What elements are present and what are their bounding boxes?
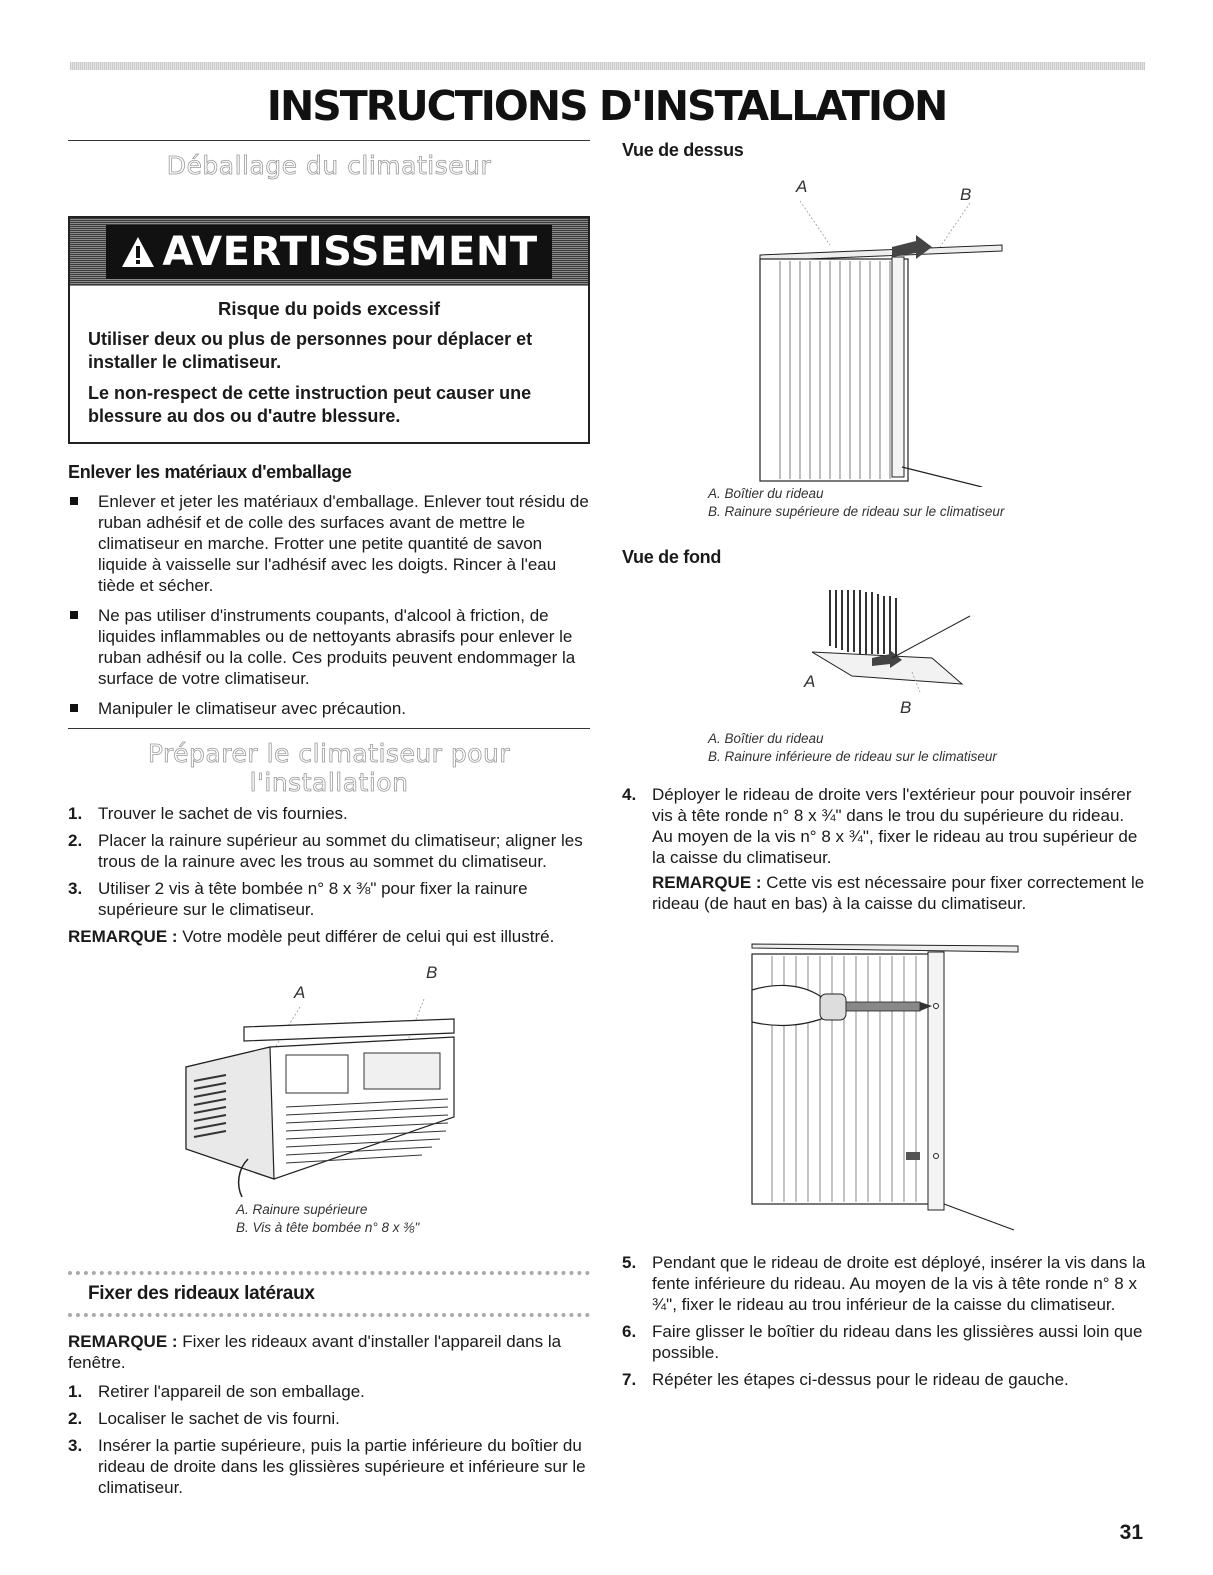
left-column [68, 140, 590, 1504]
step-text: Faire glisser le boîtier du rideau dans les glissières aussi loin que possible. [652, 1322, 1143, 1362]
list-item [68, 605, 590, 689]
warning-triangle-icon [120, 235, 156, 269]
step-number: 4. [622, 785, 637, 804]
step-number: 6. [622, 1322, 637, 1341]
step-number: 2. [68, 1409, 83, 1428]
list-item [622, 1369, 1146, 1390]
figure-label-a: A [294, 983, 306, 1002]
step-number: 1. [68, 1382, 83, 1401]
warning-subtitle: Risque du poids excessif [217, 298, 441, 319]
warning-body [70, 286, 588, 442]
square-bullet-icon [70, 704, 78, 712]
section-title-curtains: Fixer des rideaux latéraux [88, 1283, 315, 1304]
figure-caption: B. Rainure inférieure de rideau sur le climatiseur [708, 749, 997, 764]
warning-box [68, 216, 590, 444]
step-text: Placer la rainure supérieur au sommet du climatiseur; aligner les trous de la rainure avec les trous au sommet du climatiseur. [98, 831, 583, 871]
bottom-view-figure [622, 578, 1146, 726]
prepare-remark [68, 926, 590, 947]
figure-label-b: B [426, 963, 438, 982]
bottom-view-heading: Vue de fond [622, 547, 722, 567]
dotted-divider [68, 1313, 590, 1317]
page-number: 31 [1119, 1521, 1143, 1544]
list-item [68, 1408, 590, 1429]
ac-unit-figure [68, 959, 590, 1201]
curtain-step-list [68, 1381, 590, 1498]
step-number: 5. [622, 1253, 637, 1272]
list-item [68, 698, 590, 719]
figure-caption: A. Rainure supérieure [236, 1202, 368, 1217]
top-view-heading: Vue de dessus [622, 140, 744, 160]
remark-label: REMARQUE : [68, 927, 178, 946]
remark-text: Fixer les rideaux avant d'installer l'appareil dans la fenêtre. [68, 1332, 562, 1372]
square-bullet-icon [70, 611, 78, 619]
step-text: Retirer l'appareil de son emballage. [98, 1382, 365, 1401]
list-item [622, 784, 1146, 868]
figure-caption: B. Rainure supérieure de rideau sur le climatiseur [708, 504, 1005, 519]
step-number: 3. [68, 1436, 83, 1455]
ac-unit-illustration [178, 999, 478, 1199]
step-text: Localiser le sachet de vis fourni. [98, 1409, 340, 1428]
page-title: INSTRUCTIONS D'INSTALLATION [266, 82, 947, 130]
list-item [68, 1435, 590, 1498]
step4-remark [652, 872, 1146, 914]
list-item-text: Manipuler le climatiseur avec précaution. [98, 699, 407, 718]
step-text: Déployer le rideau de droite vers l'extérieur pour pouvoir insérer vis à tête ronde n° 8 x ¾" dans le trou du supérieure du rideau. Au moyen de la vis n° 8 x ¾", fixer le rideau au trou supérieur de la caisse du climatiseur. [652, 785, 1138, 867]
step-text: Pendant que le rideau de droite est déployé, insérer la vis dans la fente inférieure du rideau. Au moyen de la vis à tête ronde n° 8 x ¾", fixer le rideau au trou inférieur de la caisse du climatiseur. [652, 1253, 1146, 1314]
figure-caption: A. Boîtier du rideau [708, 731, 824, 746]
list-item [68, 1381, 590, 1402]
remark-text: Cette vis est nécessaire pour fixer correctement le rideau (de haut en bas) à la caisse du climatiseur. [652, 873, 1145, 913]
list-item [68, 878, 590, 920]
warning-label [106, 225, 551, 279]
step-number: 1. [68, 804, 83, 823]
remark-text: Votre modèle peut différer de celui qui est illustré. [177, 927, 555, 946]
remark-label: REMARQUE : [68, 1332, 178, 1351]
list-item [68, 830, 590, 872]
curtain-bottom-illustration [812, 588, 972, 698]
dotted-divider [68, 1271, 590, 1275]
screw-install-figure [622, 928, 1146, 1238]
list-item-text: Enlever et jeter les matériaux d'emballage. Enlever tout résidu de ruban adhésif et de colle des surfaces avant de mettre le climatiseur en marche. Frotter une petite quantité de savon liquide à vaisselle sur l'adhésif avec les doigts. Rincer à l'eau tiède et sécher. [98, 492, 589, 595]
figure-label-a: A [804, 672, 816, 691]
section-rule [68, 728, 590, 729]
prepare-step-list [68, 803, 590, 920]
curtains-remark [68, 1331, 590, 1373]
figure-label-a: A [796, 177, 808, 196]
list-item [622, 1321, 1146, 1363]
section-rule [68, 140, 590, 141]
warning-line: Le non-respect de cette instruction peut causer une blessure au dos ou d'autre blessure. [88, 383, 532, 426]
step-text: Répéter les étapes ci-dessus pour le rideau de gauche. [652, 1370, 1069, 1389]
list-item [68, 803, 590, 824]
step-number: 7. [622, 1370, 637, 1389]
curtain-step-list-later [622, 1252, 1146, 1390]
list-item [68, 491, 590, 596]
curtain-step-list-right [622, 784, 1146, 868]
step-number: 3. [68, 879, 83, 898]
packaging-bullet-list [68, 491, 590, 719]
step-number: 2. [68, 831, 83, 850]
figure-label-b: B [960, 185, 972, 204]
right-column [622, 140, 1146, 1396]
warning-line: Utiliser deux ou plus de personnes pour déplacer et installer le climatiseur. [88, 329, 533, 372]
top-view-figure [622, 167, 1146, 485]
list-item [622, 1252, 1146, 1315]
figure-caption: A. Boîtier du rideau [708, 486, 824, 501]
remark-label: REMARQUE : [652, 873, 762, 892]
screw-install-illustration [732, 934, 1032, 1234]
figure-label-b: B [900, 698, 912, 717]
remove-packaging-heading: Enlever les matériaux d'emballage [68, 462, 352, 482]
step-text: Insérer la partie supérieure, puis la partie inférieure du boîtier du rideau de droite dans les glissières supérieure et inférieure sur le climatiseur. [98, 1436, 586, 1497]
square-bullet-icon [70, 497, 78, 505]
figure-caption: B. Vis à tête bombée n° 8 x ⅜" [236, 1220, 420, 1235]
curtain-top-illustration [742, 197, 1012, 487]
top-decorative-band [70, 62, 1145, 70]
warning-header [70, 218, 588, 286]
warning-label-text: AVERTISSEMENT [162, 229, 538, 275]
section-title-prepare: Préparer le climatiseur pour l'installation [147, 739, 511, 797]
section-title-unpack: Déballage du climatiseur [166, 151, 492, 180]
list-item-text: Ne pas utiliser d'instruments coupants, d'alcool à friction, de liquides inflammables ou de nettoyants abrasifs pour enlever le ruban adhésif ou la colle. Ces produits peuvent endommager la surface de votre climatiseur. [98, 606, 576, 688]
step-text: Utiliser 2 vis à tête bombée n° 8 x ⅜" pour fixer la rainure supérieure sur le climatiseur. [98, 879, 528, 919]
step-text: Trouver le sachet de vis fournies. [98, 804, 348, 823]
